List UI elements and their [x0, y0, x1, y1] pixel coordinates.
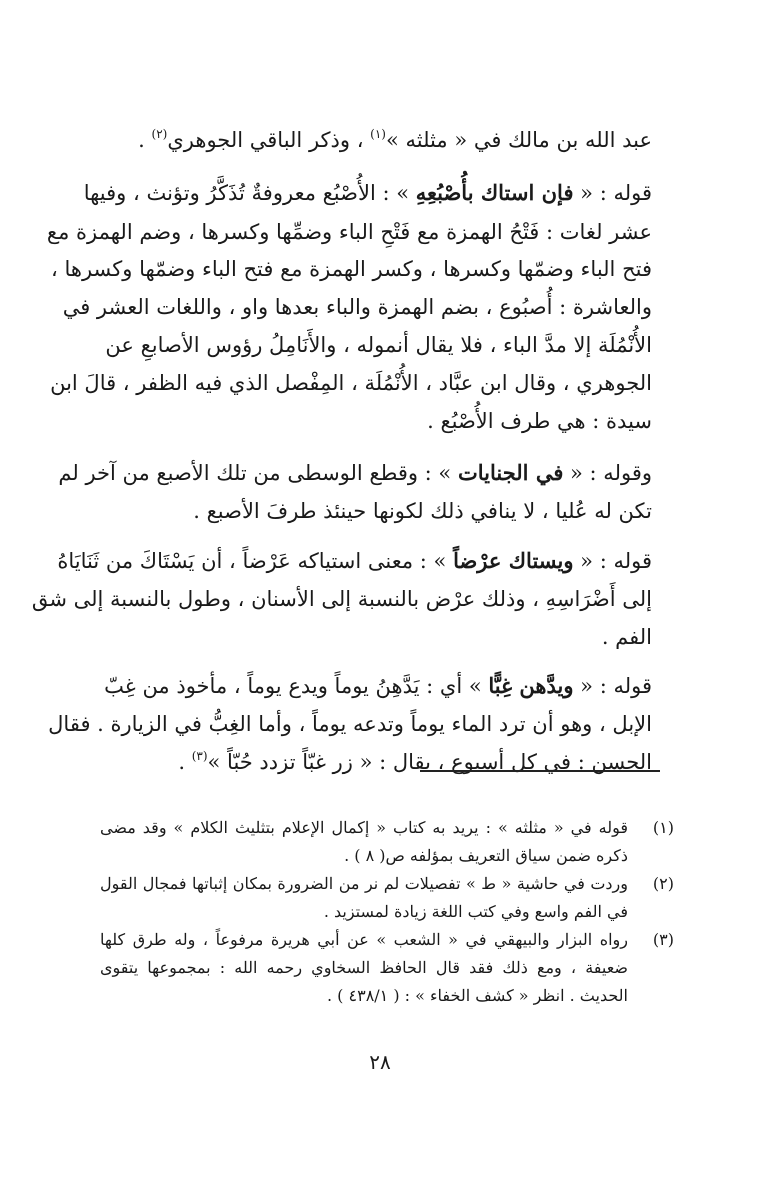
footnote-line: ذكره ضمن سياق التعريف بمؤلفه ص( ٨ ) .	[344, 846, 628, 865]
footnote-line: الحديث . انظر « كشف الخفاء » : ( ٤٣٨/١ ) .	[327, 986, 628, 1005]
body-line: إلى أَضْرَاسِهِ ، وذلك عرْض بالنسبة إلى الأسنان ، وطول بالنسبة إلى شق	[31, 587, 652, 611]
footnote-line: وردت في حاشية « ط » تفصيلات لم نر من الضرورة بمكان إثباتها فمجال القول	[100, 874, 628, 893]
bold-term: ويستاك عرْضاً	[453, 548, 574, 573]
body-line: فتح الباء وضمّها وكسرها ، وكسر الهمزة مع فتح الباء وضمّها وكسرها ،	[51, 257, 652, 281]
bold-term: فإن استاك بأُصْبُعِهِ	[415, 180, 574, 205]
body-line: قوله : « فإن استاك بأُصْبُعِهِ » : الأُصْبُع معروفةٌ تُذَكَّرُ وتؤنث ، وفيها	[83, 180, 652, 205]
bold-term: في الجنايات	[457, 460, 564, 485]
body-line: الفم .	[601, 625, 652, 649]
body-line: الجوهري ، وقال ابن عبَّاد ، الأُنْمُلَة ، المِفْصل الذي فيه الظفر ، قالَ ابن	[50, 371, 652, 395]
footnote-line: قوله في « مثلثه » : يريد به كتاب « إكمال الإعلام بتثليث الكلام » وقد مضى	[100, 818, 628, 837]
body-line: الأُنْمُلَة إلا مدَّ الباء ، فلا يقال أنموله ، والأَنَامِلُ رؤوس الأصابعِ عن	[105, 333, 652, 357]
body-line: والعاشرة : أُصبُوع ، بضم الهمزة والباء بعدها واو ، واللغات العشر في	[62, 295, 652, 319]
body-line: الإبل ، وهو أن ترد الماء يوماً وتدعه يوماً ، وأما الغِبُّ في الزيارة . فقال	[48, 712, 652, 736]
footnote-number: (١)	[652, 818, 674, 837]
footnote-separator	[420, 770, 660, 772]
body-line: عبد الله بن مالك في « مثلثه »$^{(١)}$ ، وذكر الباقي الجوهري$^{(٢)}$ .	[138, 127, 652, 152]
bold-term: ويدَّهن غِبًّا	[488, 673, 574, 698]
page-number: ٢٨	[369, 1050, 391, 1074]
footnote-number: (٢)	[652, 874, 674, 893]
body-line: قوله : « ويدَّهن غِبًّا » أي : يَدَّهِنُ يوماً ويدع يوماً ، مأخوذ من غِبّ	[104, 673, 652, 698]
body-line: تكن له عُليا ، لا ينافي ذلك لكونها حينئذ طرفَ الأصبع .	[193, 499, 652, 523]
body-line: وقوله : « في الجنايات » : وقطع الوسطى من تلك الأصبع من آخر لم	[58, 460, 652, 485]
body-line: قوله : « ويستاك عرْضاً » : معنى استياكه عَرْضاً ، أن يَسْتَاكَ من ثَنَايَاهُ	[57, 548, 652, 573]
footnote-number: (٣)	[652, 930, 674, 949]
body-line: سيدة : هي طرف الأُصْبُع .	[427, 409, 652, 433]
footnote-line: رواه البزار والبيهقي في « الشعب » عن أبي هريرة مرفوعاً ، وله طرق كلها	[100, 930, 628, 949]
body-line: عشر لغات : فَتْحُ الهمزة مع فَتْحِ الباء وضمِّها وكسرها ، وضم الهمزة مع	[46, 220, 652, 244]
body-line: الحسن : في كل أسبوع ، يقال : « زر غبّاً تزدد حُبّاً »$^{(٣)}$ .	[178, 749, 652, 774]
footnote-line: في الفم واسع وفي كتب اللغة زيادة لمستزيد .	[323, 902, 628, 921]
footnote-line: ضعيفة ، ومع ذلك فقد قال الحافظ السخاوي رحمه الله : بمجموعها يتقوى	[100, 958, 628, 977]
